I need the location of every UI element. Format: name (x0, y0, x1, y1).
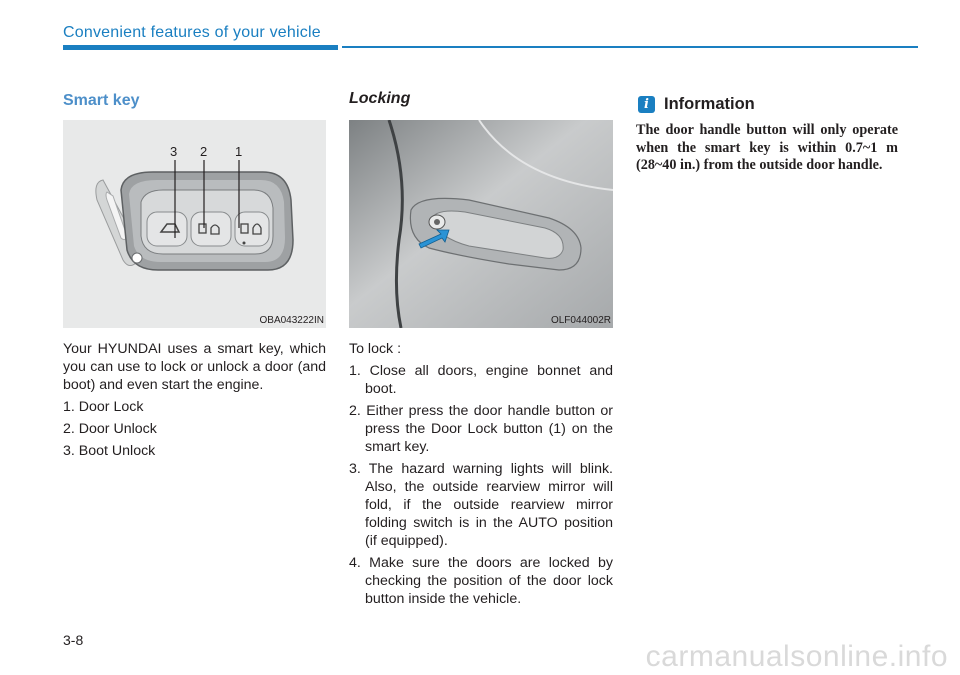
callout-3: 3 (170, 144, 178, 159)
smart-key-illustration (63, 120, 326, 328)
header-rule (342, 46, 918, 48)
information-section (636, 88, 898, 175)
door-handle-illustration (349, 120, 613, 328)
information-title: Information (664, 94, 755, 113)
info-icon: i (638, 96, 655, 113)
smart-key-intro: Your HYUNDAI uses a smart key, which you can use to lock or unlock a door (and boot) and even start the engine. (63, 341, 326, 393)
smart-key-section (63, 88, 326, 464)
page-number: 3-8 (63, 632, 84, 648)
smart-key-title: Smart key (63, 92, 140, 109)
list-item: 2. Either press the door handle button or press the Door Lock button (1) on the smart key. (349, 403, 613, 455)
list-item: 1. Door Lock (63, 399, 144, 415)
figure-code: OBA043222IN (259, 315, 324, 326)
list-item: 1. Close all doors, engine bonnet and boot. (349, 363, 613, 397)
smart-key-figure (63, 120, 326, 328)
callout-2: 2 (200, 144, 208, 159)
list-item: 3. Boot Unlock (63, 443, 156, 459)
running-header: Convenient features of your vehicle (63, 24, 321, 41)
callout-1: 1 (235, 144, 243, 159)
door-handle-figure (349, 120, 613, 328)
locking-title: Locking (349, 90, 411, 107)
list-item: 2. Door Unlock (63, 421, 157, 437)
locking-section (349, 88, 613, 612)
list-item: 4. Make sure the doors are locked by checking the position of the door lock button inside the vehicle. (349, 555, 613, 607)
information-text: The door handle button will only operate when the smart key is within 0.7~1 m (28~40 in.) from the outside door handle. (636, 122, 898, 173)
locking-intro: To lock : (349, 341, 402, 357)
figure-code: OLF044002R (550, 315, 611, 326)
watermark: carmanualsonline.info (645, 640, 948, 673)
list-item: 3. The hazard warning lights will blink. Also, the outside rearview mirror will fold, if the outside rearview mirror folding switch is in the AUTO position (if equipped). (349, 461, 613, 549)
header-bar-left (63, 45, 338, 50)
